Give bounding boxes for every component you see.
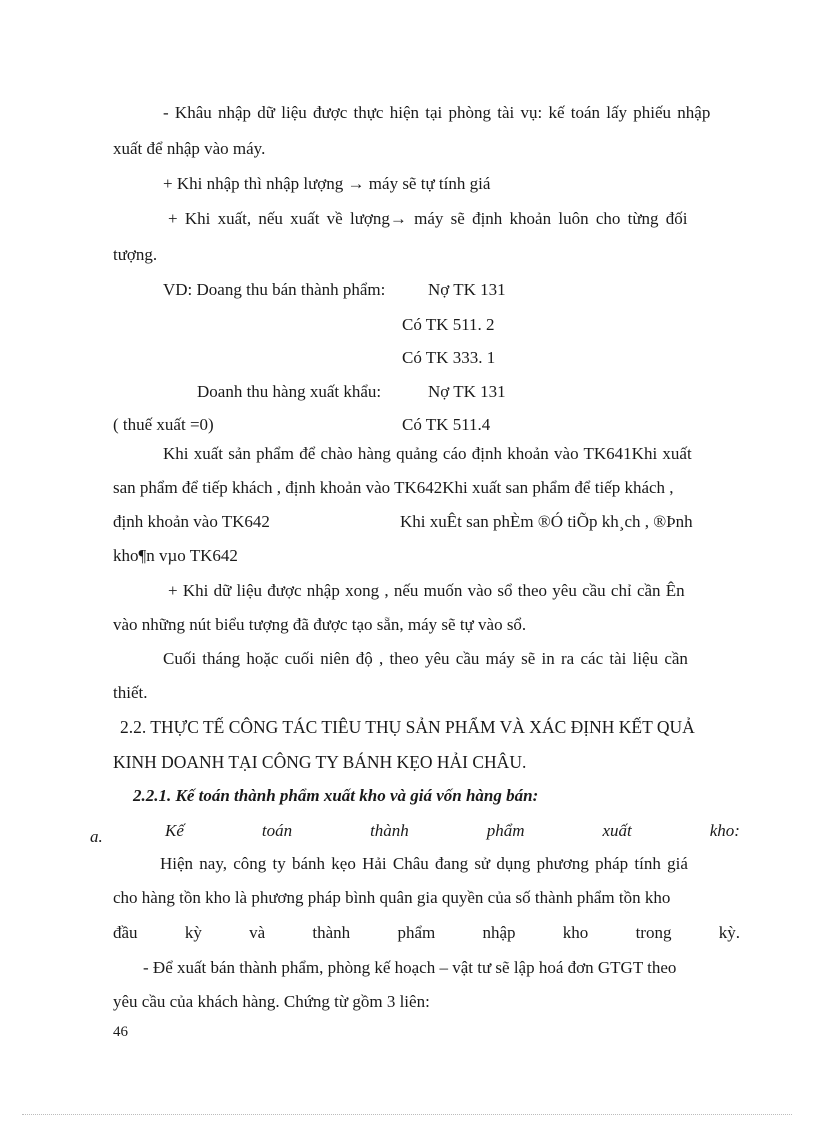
paragraph-line: + Khi xuất, nếu xuất về lượng→ máy sẽ định khoản luôn cho từng đối bbox=[168, 209, 688, 228]
paragraph-line: thiết. bbox=[113, 683, 148, 702]
paragraph-line: - Để xuất bán thành phẩm, phòng kế hoạch – vật tư sẽ lập hoá đơn GTGT theo bbox=[143, 958, 677, 977]
paragraph-line: xuất để nhập vào máy. bbox=[113, 139, 266, 158]
entry-credit: Có TK 333. 1 bbox=[402, 348, 496, 367]
paragraph-line: đầu kỳ và thành phẩm nhập kho trong kỳ. bbox=[113, 923, 740, 942]
paragraph-line: san phẩm để tiếp khách , định khoản vào TK642Khi xuất san phẩm để tiếp khách , bbox=[113, 478, 674, 497]
entry-note: ( thuế xuất =0) bbox=[113, 415, 214, 434]
entry-debit: Nợ TK 131 bbox=[428, 280, 506, 299]
paragraph-line: vào những nút biểu tượng đã được tạo sẵn, máy sẽ tự vào sổ. bbox=[113, 615, 527, 634]
paragraph-line: Cuối tháng hoặc cuối niên độ , theo yêu cầu máy sẽ in ra các tài liệu cần bbox=[163, 649, 688, 668]
paragraph-line: yêu cầu của khách hàng. Chứng từ gồm 3 liên: bbox=[113, 992, 430, 1011]
list-marker: a. bbox=[90, 827, 103, 846]
section-heading: 2.2. THỰC TẾ CÔNG TÁC TIÊU THỤ SẢN PHẨM VÀ XÁC ĐỊNH KẾT QUẢ bbox=[120, 717, 695, 737]
garbled-text: kho¶n vµo TK642 bbox=[113, 546, 238, 565]
item-heading: Kế toán thành phẩm xuất kho: bbox=[165, 821, 740, 840]
paragraph-line: Khi xuất sản phẩm để chào hàng quảng cáo định khoản vào TK641Khi xuất bbox=[163, 444, 692, 463]
entry-debit: Nợ TK 131 bbox=[428, 382, 506, 401]
page-number: 46 bbox=[113, 1024, 128, 1040]
entry-label: VD: Doang thu bán thành phẩm: bbox=[163, 280, 386, 299]
paragraph-line: tượng. bbox=[113, 245, 158, 264]
paragraph-line: cho hàng tồn kho là phương pháp bình quân gia quyền của số thành phẩm tồn kho bbox=[113, 888, 671, 907]
paragraph-line: - Khâu nhập dữ liệu được thực hiện tại phòng tài vụ: kế toán lấy phiếu nhập bbox=[163, 103, 711, 122]
section-heading: KINH DOANH TẠI CÔNG TY BÁNH KẸO HẢI CHÂU. bbox=[113, 752, 527, 772]
paragraph-line: + Khi dữ liệu được nhập xong , nếu muốn vào sổ theo yêu cầu chỉ cần Ên bbox=[168, 581, 685, 600]
paragraph-line: + Khi nhập thì nhập lượng → máy sẽ tự tính giá bbox=[163, 174, 491, 193]
entry-credit: Có TK 511.4 bbox=[402, 415, 491, 434]
garbled-text: Khi xuÊt san phÈm ®Ó tiÕp kh¸ch , ®Þnh bbox=[400, 512, 693, 531]
subsection-heading: 2.2.1. Kế toán thành phẩm xuất kho và giá vốn hàng bán: bbox=[133, 786, 539, 805]
entry-label: Doanh thu hàng xuất khẩu: bbox=[197, 382, 382, 401]
paragraph-line: Hiện nay, công ty bánh kẹo Hải Châu đang sử dụng phương pháp tính giá bbox=[160, 854, 688, 873]
entry-credit: Có TK 511. 2 bbox=[402, 315, 495, 334]
footer-divider bbox=[22, 1114, 792, 1115]
paragraph-line: định khoản vào TK642 bbox=[113, 512, 270, 531]
